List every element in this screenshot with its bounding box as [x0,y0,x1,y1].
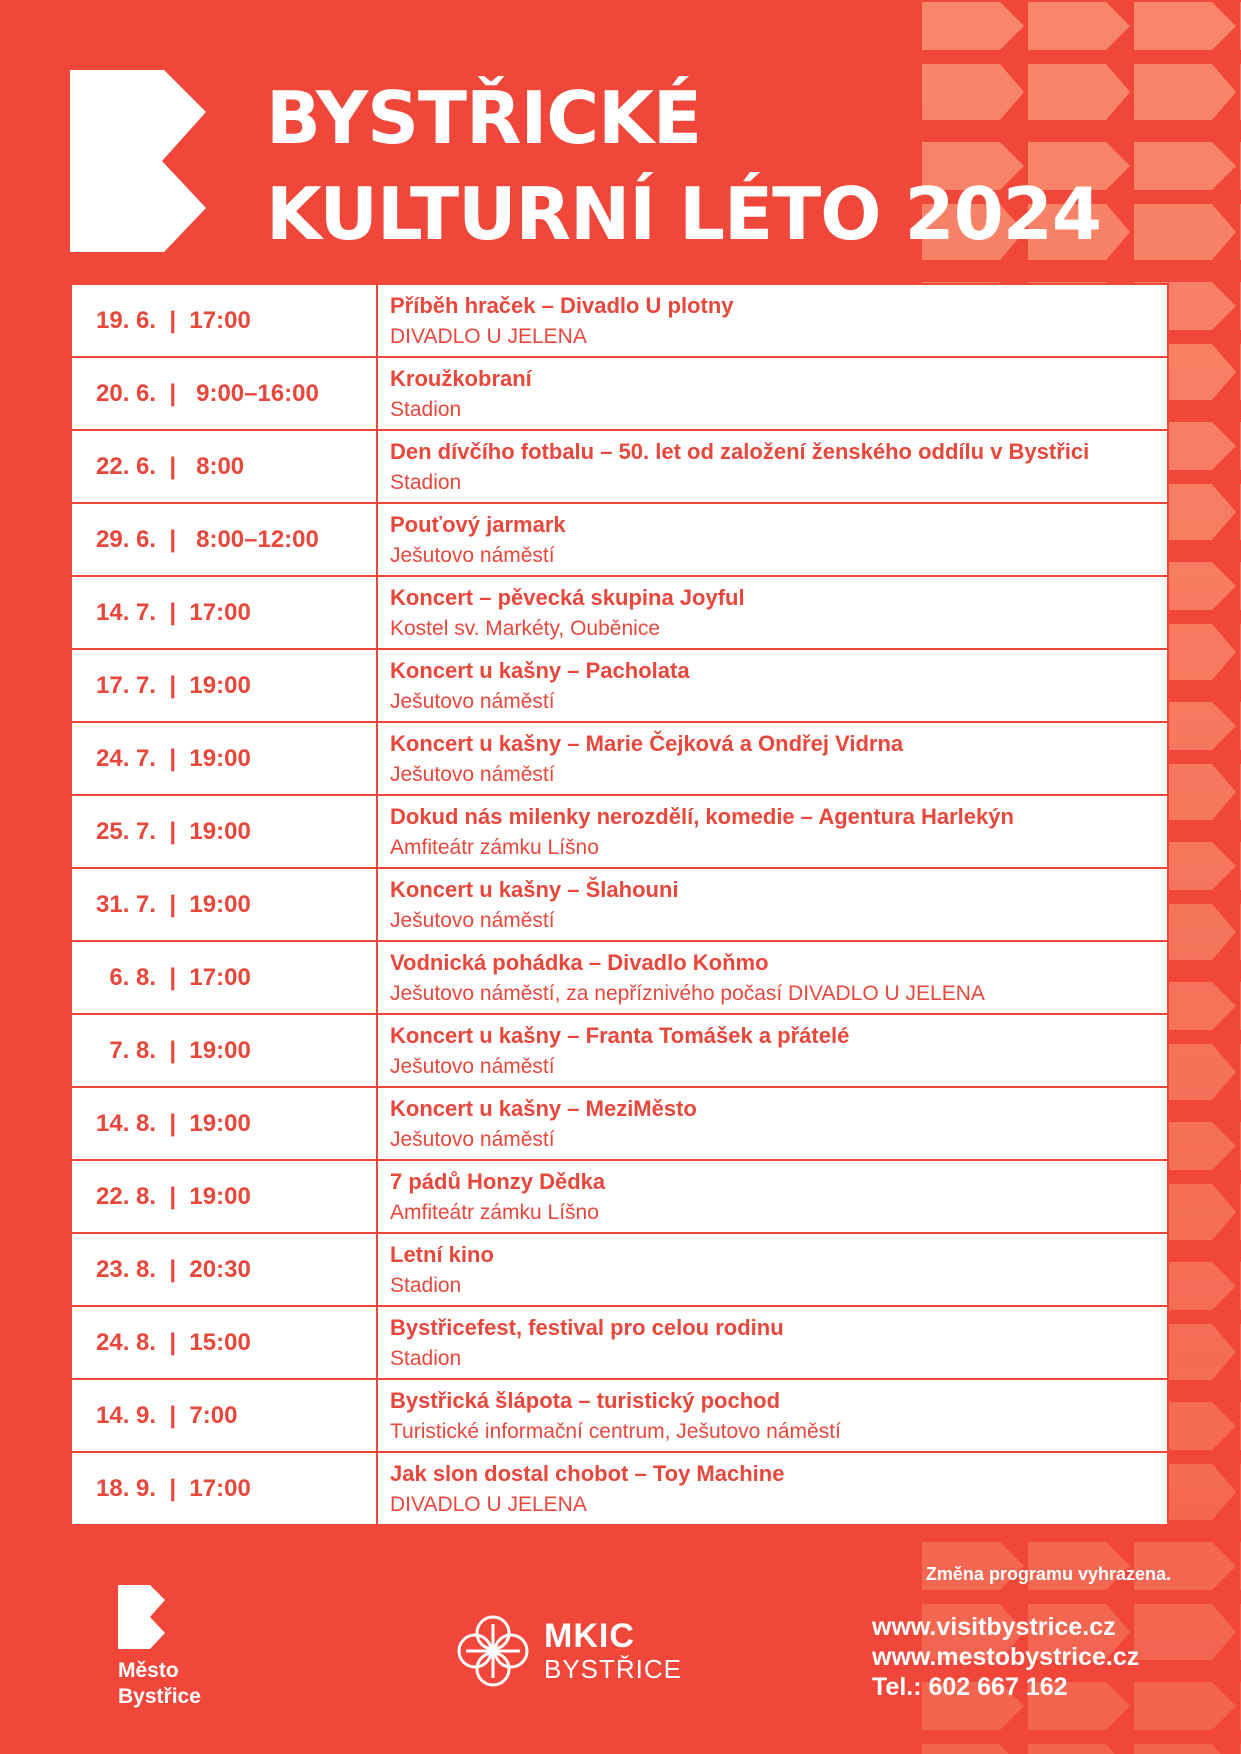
event-title: Kroužkobraní [390,365,532,391]
table-row [71,357,1168,430]
event-title: Koncert u kašny – MeziMěsto [390,1095,697,1121]
table-row [71,1014,1168,1087]
page-title [266,70,1101,262]
event-date: 14. 9. | 7:00 [71,1379,377,1452]
table-row [71,1306,1168,1379]
table-row [71,1233,1168,1306]
event-place: Amfiteátr zámku Líšno [390,1200,599,1224]
event-place: Ješutovo náměstí [390,908,555,932]
event-info [377,357,1168,430]
event-info [377,1379,1168,1452]
event-date: 25. 7. | 19:00 [71,795,377,868]
event-title: Dokud nás milenky nerozdělí, komedie – Agentura Harlekýn [390,803,1014,829]
table-row [71,1379,1168,1452]
event-place: Ješutovo náměstí, za nepříznivého počasí DIVADLO U JELENA [390,981,985,1005]
event-date: 19. 6. | 17:00 [71,284,377,357]
table-row [71,1160,1168,1233]
event-date: 20. 6. | 9:00–16:00 [71,357,377,430]
event-title: Vodnická pohádka – Divadlo Koňmo [390,949,769,975]
event-title: Koncert u kašny – Franta Tomášek a přátelé [390,1022,850,1048]
event-info [377,941,1168,1014]
event-info [377,430,1168,503]
table-row [71,649,1168,722]
event-info [377,1087,1168,1160]
event-place: DIVADLO U JELENA [390,1492,587,1516]
event-date: 14. 7. | 17:00 [71,576,377,649]
event-info [377,1160,1168,1233]
event-title: Bystřicefest, festival pro celou rodinu [390,1314,784,1340]
event-info [377,503,1168,576]
event-info [377,1306,1168,1379]
event-title: 7 pádů Honzy Dědka [390,1168,606,1194]
event-date: 22. 6. | 8:00 [71,430,377,503]
table-row [71,868,1168,941]
event-info [377,576,1168,649]
event-title: Koncert u kašny – Šlahouni [390,876,679,902]
event-info [377,1233,1168,1306]
table-row [71,1087,1168,1160]
event-date: 31. 7. | 19:00 [71,868,377,941]
mkic-wordmark [544,1618,682,1684]
event-info [377,722,1168,795]
mkic-clover-icon [456,1614,530,1693]
mkic-line-1: MKIC [544,1617,635,1655]
mkic-line-2: BYSTŘICE [544,1654,683,1684]
table-row [71,430,1168,503]
town-line-2: Bystřice [118,1685,201,1708]
event-info [377,1014,1168,1087]
event-title: Jak slon dostal chobot – Toy Machine [390,1460,785,1486]
event-place: Stadion [390,1273,462,1297]
city-logo-icon [70,70,208,257]
website-link-mestobystrice[interactable]: www.mestobystrice.cz [872,1643,1140,1671]
event-date: 7. 8. | 19:00 [71,1014,377,1087]
event-place: Ješutovo náměstí [390,543,555,567]
event-date: 23. 8. | 20:30 [71,1233,377,1306]
event-place: Stadion [390,470,462,494]
event-date: 22. 8. | 19:00 [71,1160,377,1233]
table-row [71,503,1168,576]
title-line-1: BYSTŘICKÉ [266,76,702,160]
event-date: 18. 9. | 17:00 [71,1452,377,1525]
event-date: 24. 7. | 19:00 [71,722,377,795]
event-info [377,795,1168,868]
event-date: 6. 8. | 17:00 [71,941,377,1014]
title-line-2: KULTURNÍ LÉTO 2024 [266,172,1101,256]
event-title: Příběh hraček – Divadlo U plotny [390,292,734,318]
event-title: Den dívčího fotbalu – 50. let od založení ženského oddílu v Bystřici [390,438,1090,464]
event-place: Turistické informační centrum, Ješutovo náměstí [390,1419,841,1443]
event-place: Stadion [390,1346,462,1370]
event-info [377,1452,1168,1525]
website-link-visitbystrice[interactable]: www.visitbystrice.cz [872,1613,1116,1641]
table-row [71,284,1168,357]
event-title: Bystřická šlápota – turistický pochod [390,1387,781,1413]
event-date: 17. 7. | 19:00 [71,649,377,722]
event-place: Ješutovo náměstí [390,689,555,713]
event-info [377,649,1168,722]
town-name [118,1658,201,1710]
event-place: Ješutovo náměstí [390,1054,555,1078]
table-row [71,722,1168,795]
table-row [71,576,1168,649]
event-title: Letní kino [390,1241,494,1267]
event-date: 14. 8. | 19:00 [71,1087,377,1160]
event-schedule-table [70,283,1169,1526]
town-line-1: Město [118,1659,179,1682]
event-place: Ješutovo náměstí [390,762,555,786]
town-logo-icon [118,1585,166,1654]
event-info [377,284,1168,357]
table-row [71,1452,1168,1525]
event-title: Koncert u kašny – Pacholata [390,657,690,683]
event-place: Stadion [390,397,462,421]
event-info [377,868,1168,941]
event-title: Koncert u kašny – Marie Čejková a Ondřej Vidrna [390,730,904,756]
table-row [71,941,1168,1014]
contacts [872,1612,1139,1702]
event-place: Kostel sv. Markéty, Ouběnice [390,616,660,640]
event-title: Koncert – pěvecká skupina Joyful [390,584,745,610]
event-date: 24. 8. | 15:00 [71,1306,377,1379]
event-place: Ješutovo náměstí [390,1127,555,1151]
table-row [71,795,1168,868]
event-date: 29. 6. | 8:00–12:00 [71,503,377,576]
phone-number: Tel.: 602 667 162 [872,1673,1068,1701]
event-place: DIVADLO U JELENA [390,324,587,348]
program-change-note: Změna programu vyhrazena. [925,1564,1171,1584]
event-place: Amfiteátr zámku Líšno [390,835,599,859]
event-title: Pouťový jarmark [390,511,566,537]
